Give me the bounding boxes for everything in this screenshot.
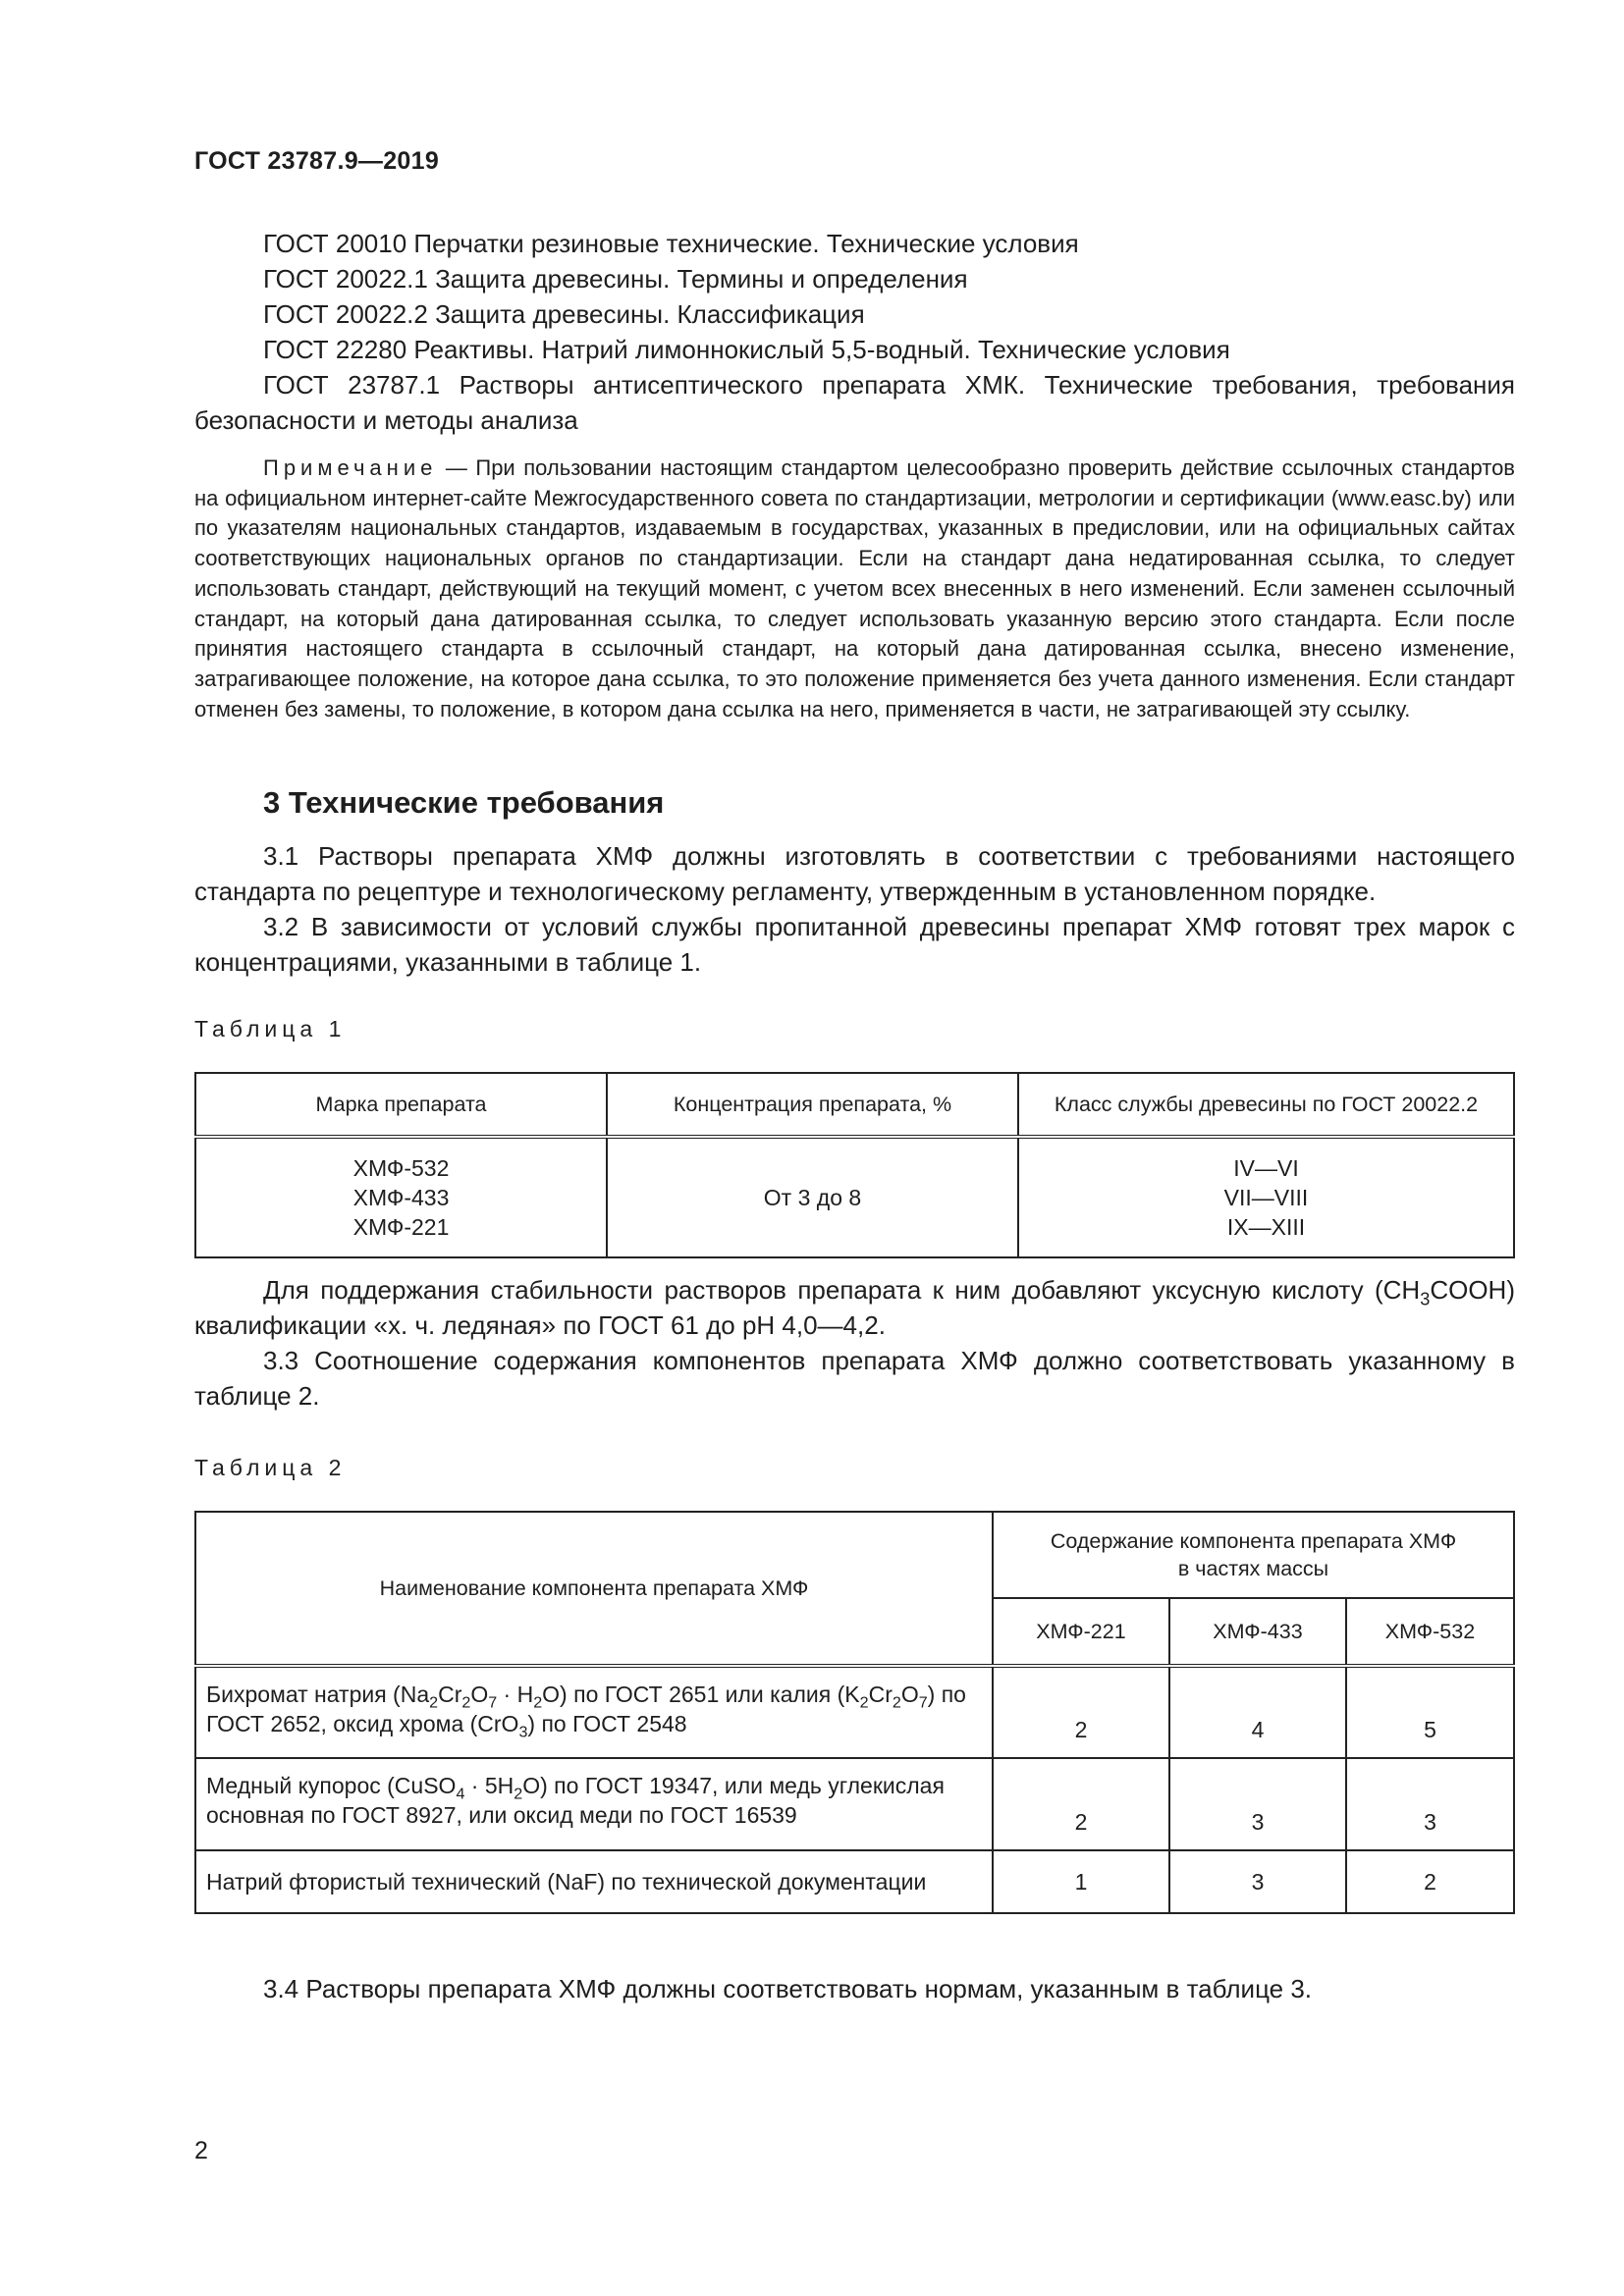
table-header-cell: Наименование компонента препарата ХМФ <box>195 1512 993 1666</box>
paragraph-3-2: 3.2 В зависимости от условий службы пропитанной древесины препарат ХМФ готовят трех марок с концентрациями, указанными в таблице 1. <box>194 912 1515 977</box>
table-row <box>195 1137 1514 1257</box>
mark-value: ХМФ-221 <box>352 1214 450 1240</box>
table-header-cell: Марка препарата <box>195 1073 607 1137</box>
table-cell: 4 <box>1169 1666 1346 1758</box>
table-header-cell: ХМФ-433 <box>1169 1598 1346 1666</box>
note-text: — При пользовании настоящим стандартом целесообразно проверить действие ссылочных стандартов на официальном интернет-сайте Межгосударственного совета по стандартизации, метрологии и сертификации (www.easc.by) или по указателям национальных стандартов, издаваемым в государствах, указанных в предисловии, или на официальных сайтах соответствующих национальных органов по стандартизации. Если на стандарт дана недатированная ссылка, то следует использовать стандарт, действующий на текущий момент, с учетом всех внесенных в него изменений. Если заменен ссылочный стандарт, на который дана датированная ссылка, то следует использовать указанную версию этого стандарта. Если после принятия настоящего стандарта в ссылочный стандарт, на который дана датированная ссылка, внесено изменение, затрагивающее положение, на которое дана ссылка, то это положение применяется без учета данного изменения. Если стандарт отменен без замены, то положение, в котором дана ссылка на него, применяется в части, не затрагивающей эту ссылку. <box>194 455 1515 721</box>
table-header-row <box>195 1512 1514 1598</box>
reference-item: ГОСТ 23787.1 Растворы антисептического препарата ХМК. Технические требования, требования безопасности и методы анализа <box>194 370 1515 435</box>
table-1 <box>194 1072 1515 1258</box>
table-header-row <box>195 1073 1514 1137</box>
paragraph-3-3: 3.3 Соотношение содержания компонентов препарата ХМФ должно соответствовать указанному в таблице 2. <box>194 1346 1515 1411</box>
component-name: Бихромат натрия $(Na_2Cr_2O_7 \cdot H_2O)$ по ГОСТ 2651 или калия $(K_2Cr_2O_7)$ по ГОСТ 2652, оксид хрома (CrO$_3$) по ГОСТ 2548 <box>195 1666 993 1758</box>
table-cell: 3 <box>1346 1758 1514 1850</box>
table-cell: 3 <box>1169 1758 1346 1850</box>
reference-item: ГОСТ 20010 Перчатки резиновые технические. Технические условия <box>263 229 1079 258</box>
class-value: VII—VIII <box>1223 1185 1309 1210</box>
normative-references <box>194 226 1515 438</box>
table-row <box>195 1666 1514 1758</box>
note-label: Примечание <box>263 455 438 480</box>
table-row <box>195 1850 1514 1913</box>
reference-item: ГОСТ 20022.2 Защита древесины. Классификация <box>263 299 865 329</box>
component-name: Медный купорос (CuSO$_4$ · $5H_2O$) по ГОСТ 19347, или медь углекислая основная по ГОСТ 8927, или оксид меди по ГОСТ 16539 <box>195 1758 993 1850</box>
paragraph-3-1-block <box>194 838 1515 980</box>
table-cell: 2 <box>1346 1850 1514 1913</box>
mark-value: ХМФ-532 <box>352 1155 450 1181</box>
table-header-cell <box>993 1512 1514 1598</box>
header-text: в частях массы <box>1177 1557 1329 1580</box>
table-1-caption: Таблица 1 <box>194 1016 347 1041</box>
class-value: IV—VI <box>1233 1155 1299 1181</box>
stabilization-paragraph <box>194 1272 1515 1343</box>
table-cell-marks <box>195 1137 607 1257</box>
reference-item: ГОСТ 20022.1 Защита древесины. Термины и определения <box>263 264 968 294</box>
table-header-cell: Концентрация препарата, % <box>607 1073 1018 1137</box>
paragraph-3-4: 3.4 Растворы препарата ХМФ должны соответствовать нормам, указанным в таблице 3. <box>263 1974 1313 2003</box>
table-cell: 3 <box>1169 1850 1346 1913</box>
note-paragraph <box>194 454 1515 724</box>
text-run: Для поддержания стабильности растворов препарата к ним добавляют уксусную кислоту (CH <box>263 1275 1421 1305</box>
table-cell-concentration: От 3 до 8 <box>607 1137 1018 1257</box>
mark-value: ХМФ-433 <box>352 1185 450 1210</box>
reference-item: ГОСТ 22280 Реактивы. Натрий лимоннокислый 5,5-водный. Технические условия <box>263 335 1230 364</box>
page-number: 2 <box>194 2137 208 2164</box>
section-title: 3 Технические требования <box>263 785 665 820</box>
table-cell: 2 <box>993 1666 1169 1758</box>
class-value: IX—XIII <box>1226 1214 1306 1240</box>
table-header-cell: ХМФ-532 <box>1346 1598 1514 1666</box>
table-header-cell: Класс службы древесины по ГОСТ 20022.2 <box>1018 1073 1514 1137</box>
stabilization-block <box>194 1272 1515 1414</box>
subscript: 3 <box>1420 1289 1431 1309</box>
paragraph-3-1: 3.1 Растворы препарата ХМФ должны изготовлять в соответствии с требованиями настоящего стандарта по рецептуре и технологическому регламенту, утвержденным в установленном порядке. <box>194 841 1515 906</box>
table-cell-classes <box>1018 1137 1514 1257</box>
table-2 <box>194 1511 1515 1914</box>
table-cell: 1 <box>993 1850 1169 1913</box>
table-row <box>195 1758 1514 1850</box>
document-header: ГОСТ 23787.9—2019 <box>194 147 440 175</box>
table-2-caption: Таблица 2 <box>194 1455 347 1480</box>
table-cell: 2 <box>993 1758 1169 1850</box>
paragraph-3-4-block <box>194 1971 1515 2006</box>
table-cell: 5 <box>1346 1666 1514 1758</box>
text-run: COOH) квалификации «х. ч. ледяная» по ГОСТ 61 до pH 4,0—4,2. <box>194 1275 1515 1340</box>
header-text: Содержание компонента препарата ХМФ <box>1050 1529 1457 1553</box>
table-header-cell: ХМФ-221 <box>993 1598 1169 1666</box>
component-name: Натрий фтористый технический (NaF) по технической документации <box>195 1850 993 1913</box>
